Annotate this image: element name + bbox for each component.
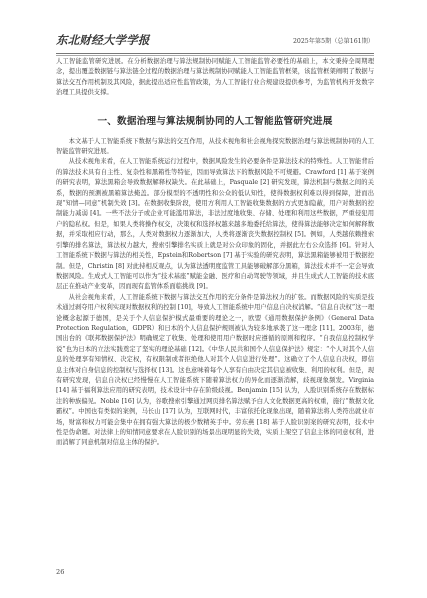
- journal-name: 东北财经大学学报: [56, 33, 150, 47]
- header-rule: [56, 53, 374, 54]
- body-paragraph-3: 从社会视角来看，人工智能系统下数据与算法交互作用的充分条件是算法权力的扩张。而数据风险的实质是技术通过剥夺用户权利实现对数据权利的控制 [10]，导致人工智能系统中用户信息自决权消解。“信息自决权”这一理论概念起源于德国，是关于个人信息保护模式最重要的理论之一，欧盟《通用数据保护条例》（General Data Protection Regulation，GDPR）和日本的个人信息保护规则被认为较多地承袭了这一理念 [11]。2003年，德国出台的《联邦数据保护法》明确规定了收集、处理和使用用户数据时应遵循的原则和程序。“自我信息控制权学说”也为日本的立法实践奠定了坚实的理论基础 [12]。《中华人民共和国个人信息保护法》规定：“个人对其个人信息的处理享有知情权、决定权，有权限制或者拒绝他人对其个人信息进行处理”。这确立了个人信息自决权，即信息主体对自身信息的控制权与选择权 [13]。这也意味着每个人享有自由决定其信息被收集、利用的权利。但是，现有研究发现，信息自决权已经慢慢在人工智能系统下随着算法权力的异化而逐渐消解，歧视现象频发。Virginia [14] 基于福利算法应用的研究表明，技术设计中存在阶级歧视。Benjamin [15] 认为，人脸识别系统存在数据标注的种族偏见。Noble [16] 认为，谷歌搜索引擎通过网页排名算法赋予白人文化数据更高的权重，施行“数据文化霸权”。中国也有类似的案例，马长山 [17] 认为，互联网时代，丰富依托化现象出现，随着算法将人类符出就业市场，财富和权力可能会集中在拥有强大算法的极少数精英手中。劳东燕 [18] 基于人脸识别案的研究表明，技术中性是伪命题。对法律上的知情同意要求在人脸识别的场景出现明显的失效，实质上架空了信息主体的同意权利，进而消解了同意机制对信息主体的保护。: [56, 293, 374, 447]
- issue-info: 2025年第5期（总第161期）: [293, 38, 374, 45]
- page-number: 26: [56, 568, 65, 576]
- running-header: [56, 31, 374, 51]
- intro-paragraph: 人工智能监管研究进展。在分析数据治理与算法规制协同赋能人工智能监管必要性的基础上，本文秉持全周期理念，提出覆盖数据链与算法链全过程的数据治理与算法规制协同赋能人工智能监管框架，该监管框架阐明了数据与算法交互作用机制及其风险，据此提出适应性监管政策，为人工智能行业合规建设提供参考，为监管机构开发数字治理工具提供支撑。: [56, 58, 374, 97]
- section-title: 一、数据治理与算法规制协同的人工智能监管研究进展: [97, 115, 333, 127]
- body-paragraph-1: 本文基于人工智能系统下数据与算法的交互作用，从技术视角和社会视角探究数据治理与算法规制协同的人工智能监管研究进展。: [56, 137, 374, 156]
- article-body: [56, 57, 374, 449]
- header-rule-thin: [56, 55, 374, 56]
- body-paragraph-2: 从技术视角来看，在人工智能系统运行过程中，数据风险发生的必要条件是算法技术的特殊性。人工智能背后的算法技术具有自主性、复杂性和黑箱性等特征，因而导致算法下的数据风险不可规避。Crawford [1] 基于案例的研究表明，算法黑箱会导致数据解释权缺失。在此基础上，Pasquale [2] 研究发现，算法机制与数据之间的关系，数据的预测被黑箱算法掩盖。部分模型的不透明性和公众的低认知性，使得数据权利难以得到保障，进而出现“知情—同意”机制失效 [3]。在数据收集阶段，使用方利用人工智能收集数据的方式更加隐蔽，用户对数据的控制能力减弱 [4]。一些不法分子或企业可能滥用算法，非法过度地收集、存储、处理和利用这些数据，严重侵犯用户的隐私权。但是，如果人类将操作权交，决策权和选择权越来越多地委托给算法，使得算法能够决定如何解释数据，并采取相应行动，那么，人类对数据权力逐渐加大，人类将逐渐丧失数据控制权 [5]。例如，人类越依赖搜索引擎的排名算法，算法权力越大，搜索引擎排名实质上就是对公众印象的固化，并据此左右公众选择 [6]。针对人工智能系统下数据与算法的相关性，Epstein和Robertson [7] 基于实验的研究表明，算法黑箱能够被用于数据控制。但是，Christin [8] 对此持相反观点，认为算法透明度监管工具能够破解部分黑箱，算法技术并不一定会导致数据风险。生成式人工智能可以作为“技术基座”赋能金融、医疗和自动驾驶等领域，并且生成式人工智能的技术底层正在推动产业变革，因而现有监管体系面临挑战 [9]。: [56, 158, 374, 291]
